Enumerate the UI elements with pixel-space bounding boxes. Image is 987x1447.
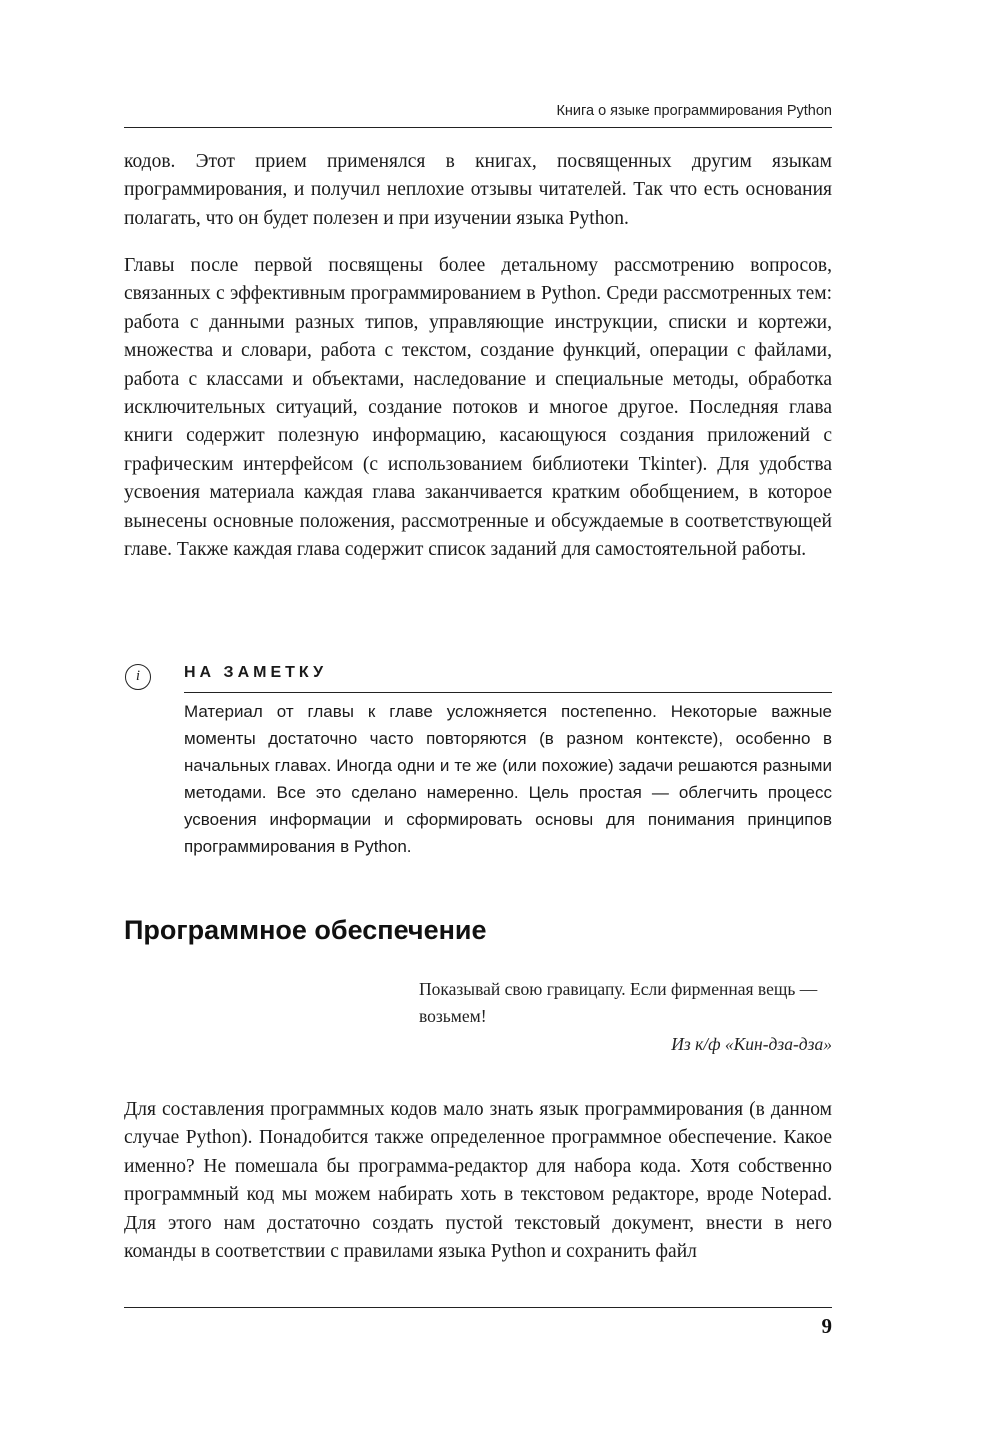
section-title: Программное обеспечение — [124, 915, 487, 945]
note-text: Материал от главы к главе усложняется постепенно. Некоторые важные моменты достаточно часто повторяются (в разном контексте), особенно в начальных главах. Иногда одни и те же (или похожие) задачи решаются разными методами. Все это сделано намеренно. Цель простая — облегчить процесс усвоения информации и сформировать основы для понимания принципов программирования в Python. — [184, 702, 832, 856]
header-rule — [124, 127, 832, 128]
info-icon: i — [125, 664, 151, 690]
page-number: 9 — [821, 1314, 832, 1338]
epigraph-source: Из к/ф «Кин-дза-дза» — [671, 1034, 832, 1054]
note-rule — [184, 692, 832, 693]
epigraph-quote: Показывай свою гравицапу. Если фирменная вещь — возьмем! — [419, 979, 818, 1026]
body-paragraph-1: кодов. Этот прием применялся в книгах, посвященных другим языкам программирования, и получил неплохие отзывы читателей. Так что есть основания полагать, что он будет полезен и при изучении языка Python. — [124, 151, 832, 229]
running-header: Книга о языке программирования Python — [556, 103, 832, 119]
note-title: НА ЗАМЕТКУ — [184, 664, 328, 681]
body-paragraph-3: Для составления программных кодов мало знать язык программирования (в данном случае Python). Понадобится также определенное программное обеспечение. Какое именно? Не помешала бы программа-редактор для набора кода. Хотя собственно программный код мы можем набирать хоть в текстовом редакторе, вроде Notepad. Для этого нам достаточно создать пустой текстовый документ, внести в него команды в соответствии с правилами языка Python и сохранить файл — [124, 1099, 832, 1263]
footer-rule — [124, 1307, 832, 1308]
body-paragraph-2: Главы после первой посвящены более детальному рассмотрению вопросов, связанных с эффективным программированием в Python. Среди рассмотренных тем: работа с данными разных типов, управляющие инструкции, списки и кортежи, множества и словари, работа с текстом, создание функций, операции с файлами, работа с классами и объектами, наследование и специальные методы, обработка исключительных ситуаций, создание потоков и многое другое. Последняя глава книги содержит полезную информацию, касающуюся создания приложений с графическим интерфейсом (с использованием библиотеки Tkinter). Для удобства усвоения материала каждая глава заканчивается кратким обобщением, в которое вынесены основные положения, рассмотренные и обсуждаемые в соответствующей главе. Также каждая глава содержит список заданий для самостоятельной работы. — [124, 255, 832, 561]
